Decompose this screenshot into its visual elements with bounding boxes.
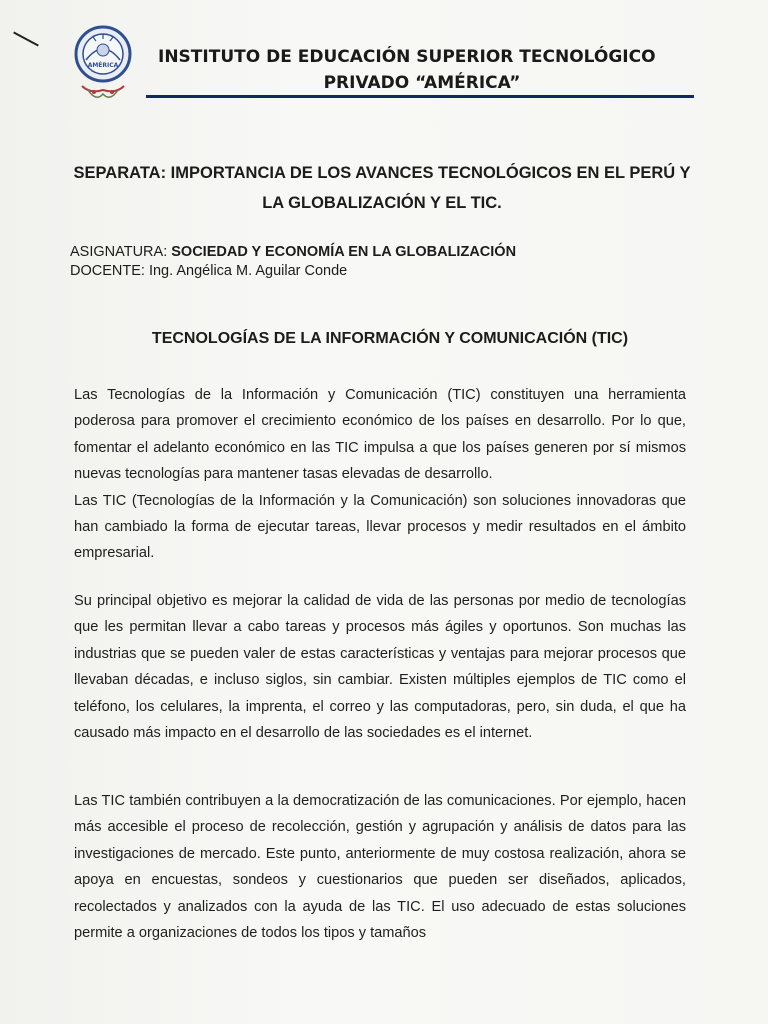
pen-mark (13, 32, 39, 47)
paragraph-1b: Las TIC (Tecnologías de la Información y la Comunicación) son soluciones innovadoras que han cambiado la forma de ejecutar tareas, llevar procesos y medir resultados en el ámbito empresarial. (74, 492, 686, 562)
institution-name (148, 44, 696, 96)
subject-value: SOCIEDAD Y ECONOMÍA EN LA GLOBALIZACIÓN (171, 244, 517, 260)
document-title: SEPARATA: IMPORTANCIA DE LOS AVANCES TECNOLÓGICOS EN EL PERÚ Y LA GLOBALIZACIÓN Y EL TIC. (73, 164, 691, 212)
subject-label: ASIGNATURA: (70, 244, 168, 260)
subject-line (70, 243, 690, 262)
teacher-label: DOCENTE: (70, 263, 145, 279)
paragraph-1 (74, 382, 686, 567)
teacher-value: Ing. Angélica M. Aguilar Conde (148, 263, 348, 279)
header-rule (146, 95, 694, 98)
document-meta (70, 243, 690, 281)
logo-text: AMÉRICA (87, 62, 119, 69)
institution-name-line1: INSTITUTO DE EDUCACIÓN SUPERIOR TECNOLÓGICO (158, 47, 656, 67)
paragraph-2: Su principal objetivo es mejorar la calidad de vida de las personas por medio de tecnologías que les permitan llevar a cabo tareas y procesos más ágiles y oportunos. Son muchas las industrias que se pueden valer de estas características y ventajas para mejorar procesos que llevaban décadas, e incluso siglos, sin cambiar. Existen múltiples ejemplos de TIC como el teléfono, los celulares, la imprenta, el correo y las computadoras, pero, sin duda, el que ha causado más impacto en el desarrollo de las sociedades es el internet. (74, 593, 686, 742)
institution-logo (70, 24, 136, 108)
institution-name-line2: PRIVADO “AMÉRICA” (323, 73, 521, 93)
paragraph-1a: Las Tecnologías de la Información y Comunicación (TIC) constituyen una herramienta poderosa para promover el crecimiento económico de los países en desarrollo. Por lo que, fomentar el adelanto económico en las TIC impulsa a que los países generen por sí mismos nuevas tecnologías para mantener tasas elevadas de desarrollo. (74, 387, 686, 483)
paragraph-3: Las TIC también contribuyen a la democratización de las comunicaciones. Por ejemplo, hacen más accesible el proceso de recolección, gestión y agrupación y análisis de datos para las investigaciones de mercado. Este punto, anteriormente de muy costosa realización, ahora se apoya en encuestas, sondeos y cuestionarios que pueden ser diseñados, aplicados, recolectados y analizados con la ayuda de las TIC. El uso adecuado de estas soluciones permite a organizaciones de todos los tipos y tamaños (74, 793, 686, 942)
section-title: TECNOLOGÍAS DE LA INFORMACIÓN Y COMUNICACIÓN (TIC) (151, 330, 629, 347)
teacher-line (70, 262, 690, 281)
